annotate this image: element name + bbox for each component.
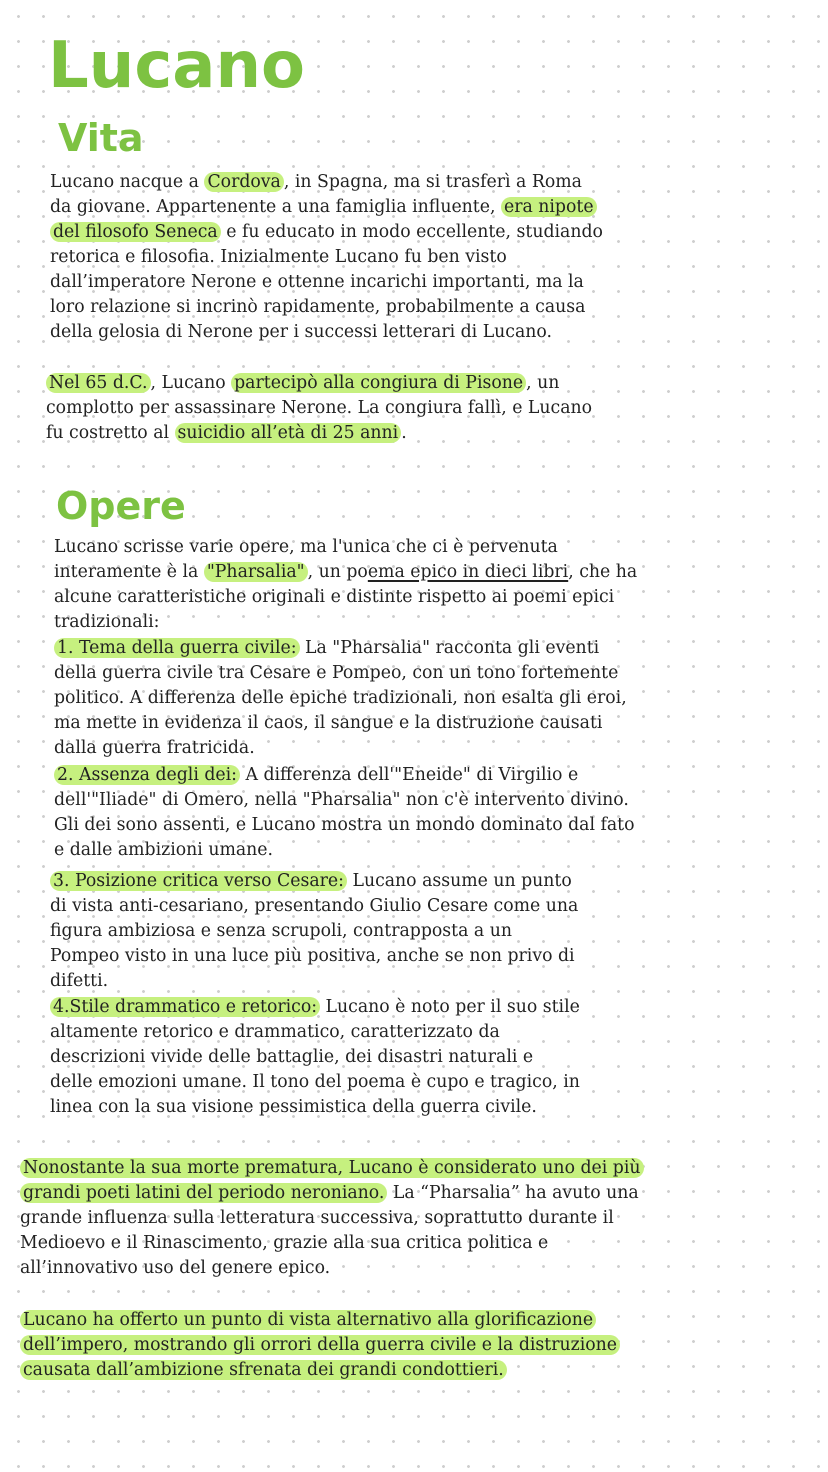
text: Lucano è noto per il suo stile (320, 997, 580, 1017)
highlight: Cordova (204, 172, 283, 192)
highlight: grandi poeti latini del periodo neroniano. (20, 1183, 387, 1203)
text: Lucano scrisse varie opere, ma l'unica che ci è pervenuta (54, 537, 558, 557)
text: politico. A differenza delle epiche tradizionali, non esalta gli eroi, (54, 688, 627, 708)
text: , Lucano (150, 373, 232, 393)
text: della guerra civile tra Cesare e Pompeo, con un tono fortemente (54, 663, 619, 683)
conclusion-paragraph-1 (20, 1156, 644, 1281)
text: interamente è la (54, 562, 204, 582)
section-heading-vita: Vita (58, 116, 144, 160)
text: complotto per assassinare Nerone. La congiura fallì, e Lucano (46, 398, 593, 418)
text: Lucano assume un punto (346, 871, 572, 891)
opere-item-3 (50, 869, 578, 994)
opere-item-1 (54, 636, 627, 761)
text: e dalle ambizioni umane. (54, 840, 273, 860)
text: linea con la sua visione pessimistica della guerra civile. (50, 1097, 537, 1117)
highlight: 4.Stile drammatico e retorico: (50, 997, 320, 1017)
text: della gelosia di Nerone per i successi letterari di Lucano. (50, 322, 553, 342)
text: dell'"Iliade" di Omero, nella "Pharsalia" non c'è intervento divino. (54, 790, 629, 810)
conclusion-paragraph-2 (20, 1308, 620, 1383)
opere-item-4 (50, 995, 580, 1120)
highlight: Lucano ha offerto un punto di vista alternativo alla glorificazione (20, 1310, 596, 1330)
text: loro relazione si incrinò rapidamente, probabilmente a causa (50, 297, 586, 317)
opere-intro (54, 535, 637, 635)
highlight: del filosofo Seneca (50, 222, 221, 242)
highlight: 1. Tema della guerra civile: (54, 638, 300, 658)
text: delle emozioni umane. Il tono del poema è cupo e tragico, in (50, 1072, 580, 1092)
text: . (401, 423, 407, 443)
text: di vista anti-cesariano, presentando Giulio Cesare come una (50, 896, 579, 916)
text: fu costretto al (46, 423, 175, 443)
text: retorica e filosofia. Inizialmente Lucano fu ben visto (50, 247, 507, 267)
highlight: "Pharsalia" (204, 562, 308, 582)
text: , un (526, 373, 560, 393)
text: Gli dei sono assenti, e Lucano mostra un mondo dominato dal fato (54, 815, 635, 835)
text: grande influenza sulla letteratura successiva, soprattutto durante il (20, 1208, 614, 1228)
text: alcune caratteristiche originali e distinte rispetto ai poemi epici (54, 587, 615, 607)
highlight: partecipò alla congiura di Pisone (231, 373, 526, 393)
highlight: dell’impero, mostrando gli orrori della guerra civile e la distruzione (20, 1335, 620, 1355)
text: Pompeo visto in una luce più positiva, anche se non privo di (50, 946, 575, 966)
text: A differenza dell'"Eneide" di Virgilio e (240, 765, 579, 785)
opere-item-2 (54, 763, 635, 863)
text: e fu educato in modo eccellente, studiando (220, 222, 603, 242)
text: , in Spagna, ma si trasferì a Roma (283, 172, 582, 192)
text: altamente retorico e drammatico, caratterizzato da (50, 1022, 500, 1042)
text: Lucano nacque a (50, 172, 205, 192)
text: Medioevo e il Rinascimento, grazie alla sua critica politica e (20, 1233, 549, 1253)
highlight: 2. Assenza degli dei: (54, 765, 240, 785)
text: La "Pharsalia" racconta gli eventi (299, 638, 600, 658)
text: La “Pharsalia” ha avuto una (387, 1183, 639, 1203)
text: , un po (307, 562, 368, 582)
text: dall’imperatore Nerone e ottenne incarichi importanti, ma la (50, 272, 584, 292)
text: tradizionali: (54, 612, 160, 632)
highlight: Nonostante la sua morte prematura, Lucano è considerato uno dei più (20, 1158, 644, 1178)
highlight: 3. Posizione critica verso Cesare: (50, 871, 347, 891)
highlight: causata dall’ambizione sfrenata dei grandi condottieri. (20, 1360, 507, 1380)
highlight: suicidio all’età di 25 anni (175, 423, 402, 443)
text: difetti. (50, 971, 109, 991)
text: all’innovativo uso del genere epico. (20, 1258, 331, 1278)
text: figura ambiziosa e senza scrupoli, contrapposta a un (50, 921, 512, 941)
highlight: era nipote (501, 197, 597, 217)
text: descrizioni vivide delle battaglie, dei disastri naturali e (50, 1047, 534, 1067)
section-heading-opere: Opere (56, 484, 186, 528)
vita-paragraph-1 (50, 170, 603, 345)
text: dalla guerra fratricida. (54, 738, 255, 758)
vita-paragraph-2 (46, 371, 592, 446)
text: ma mette in evidenza il caos, il sangue e la distruzione causati (54, 713, 603, 733)
highlight: Nel 65 d.C. (46, 373, 151, 393)
page-title: Lucano (48, 29, 305, 103)
text: , che ha (568, 562, 638, 582)
underline: ema epico in dieci libri (367, 562, 569, 582)
text: da giovane. Appartenente a una famiglia influente, (50, 197, 501, 217)
